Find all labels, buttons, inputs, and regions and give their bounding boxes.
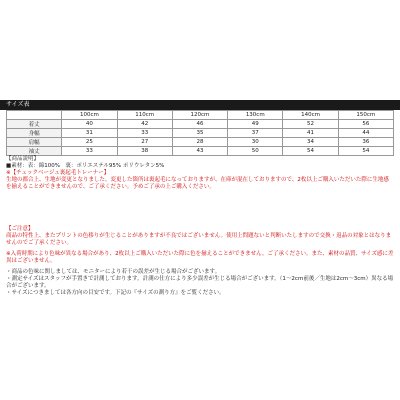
table-cell: 54 xyxy=(338,147,393,156)
notice-section xyxy=(6,226,394,297)
check-product-line: ※【チェックベージュ裏起毛トレーナー】 xyxy=(6,170,110,176)
header-cell: 150cm xyxy=(338,111,393,120)
row-label: 肩幅 xyxy=(7,138,62,147)
header-cell: 140cm xyxy=(283,111,338,120)
table-cell: 31 xyxy=(62,129,117,138)
table-row xyxy=(7,147,394,156)
header-cell: 130cm xyxy=(228,111,283,120)
notice-line-4: ・測定サイズはスタッフが手置きで計測しております。計測の仕方により多少誤差が生じる場合がございます。（1〜2cm前後／生地は2cm〜3cm）異なる場合がございます。 xyxy=(6,276,394,289)
notice-line-1: 商品の特性上、またプリントの色移りが生じることがありますが不良ではございません。使用上問題ないと判断いたしますので交換・返品の対象とはなりませんのでご了承ください。 xyxy=(6,233,392,246)
header-cell: 110cm xyxy=(117,111,172,120)
notice-heading: 【ご注意】 xyxy=(6,226,34,232)
product-description xyxy=(6,156,394,191)
table-cell: 28 xyxy=(172,138,227,147)
table-row xyxy=(7,129,394,138)
table-cell: 49 xyxy=(228,120,283,129)
table-cell: 46 xyxy=(172,120,227,129)
table-cell: 33 xyxy=(117,129,172,138)
product-desc-heading: 【商品説明】 xyxy=(6,156,40,162)
table-cell: 35 xyxy=(172,129,227,138)
check-product-note: 生地の都合上、生地が変更となりました。変更した箇所は裏起毛になっておりますが、在庫が混在しておりますので、2枚以上ご購入いただいた際に生地感を揃えることができませんので、ご了承ください。予めご了承の上ご購入ください。 xyxy=(6,177,389,190)
table-cell: 34 xyxy=(283,138,338,147)
table-cell: 43 xyxy=(172,147,227,156)
table-cell: 54 xyxy=(283,147,338,156)
row-label: 袖丈 xyxy=(7,147,62,156)
size-table xyxy=(6,110,394,156)
table-cell: 27 xyxy=(117,138,172,147)
table-cell: 50 xyxy=(228,147,283,156)
table-cell: 56 xyxy=(338,120,393,129)
size-table-title: サイズ表 xyxy=(0,100,400,110)
table-row xyxy=(7,138,394,147)
header-cell xyxy=(7,111,62,120)
table-cell: 33 xyxy=(62,147,117,156)
table-cell: 44 xyxy=(338,129,393,138)
notice-line-5: ・サイズにつきましては各方向の目安です。下記の『サイズの測り方』をご覧ください。 xyxy=(6,290,225,296)
table-cell: 36 xyxy=(338,138,393,147)
row-label: 身幅 xyxy=(7,129,62,138)
table-cell: 41 xyxy=(283,129,338,138)
table-cell: 52 xyxy=(283,120,338,129)
table-cell: 37 xyxy=(228,129,283,138)
table-cell: 40 xyxy=(62,120,117,129)
header-cell: 120cm xyxy=(172,111,227,120)
table-cell: 30 xyxy=(228,138,283,147)
notice-line-2: ※入荷時期により色味が異なる場合があり、2枚以上ご購入いただいた際に色を揃えることができません。ご了承ください。また、素材の品質、サイズ感に差異はございません。 xyxy=(6,251,394,264)
table-row xyxy=(7,120,394,129)
row-label: 着丈 xyxy=(7,120,62,129)
size-table-header-row xyxy=(7,111,394,120)
table-cell: 42 xyxy=(117,120,172,129)
table-cell: 38 xyxy=(117,147,172,156)
header-cell: 100cm xyxy=(62,111,117,120)
notice-line-3: ・商品の色味に関しましては、モニターにより若干の誤差が生じる場合がございます。 xyxy=(6,269,221,275)
material-line: ■素材：表：綿100% 裏：ポリエステル95% ポリウレタン5% xyxy=(6,163,165,169)
table-cell: 25 xyxy=(62,138,117,147)
